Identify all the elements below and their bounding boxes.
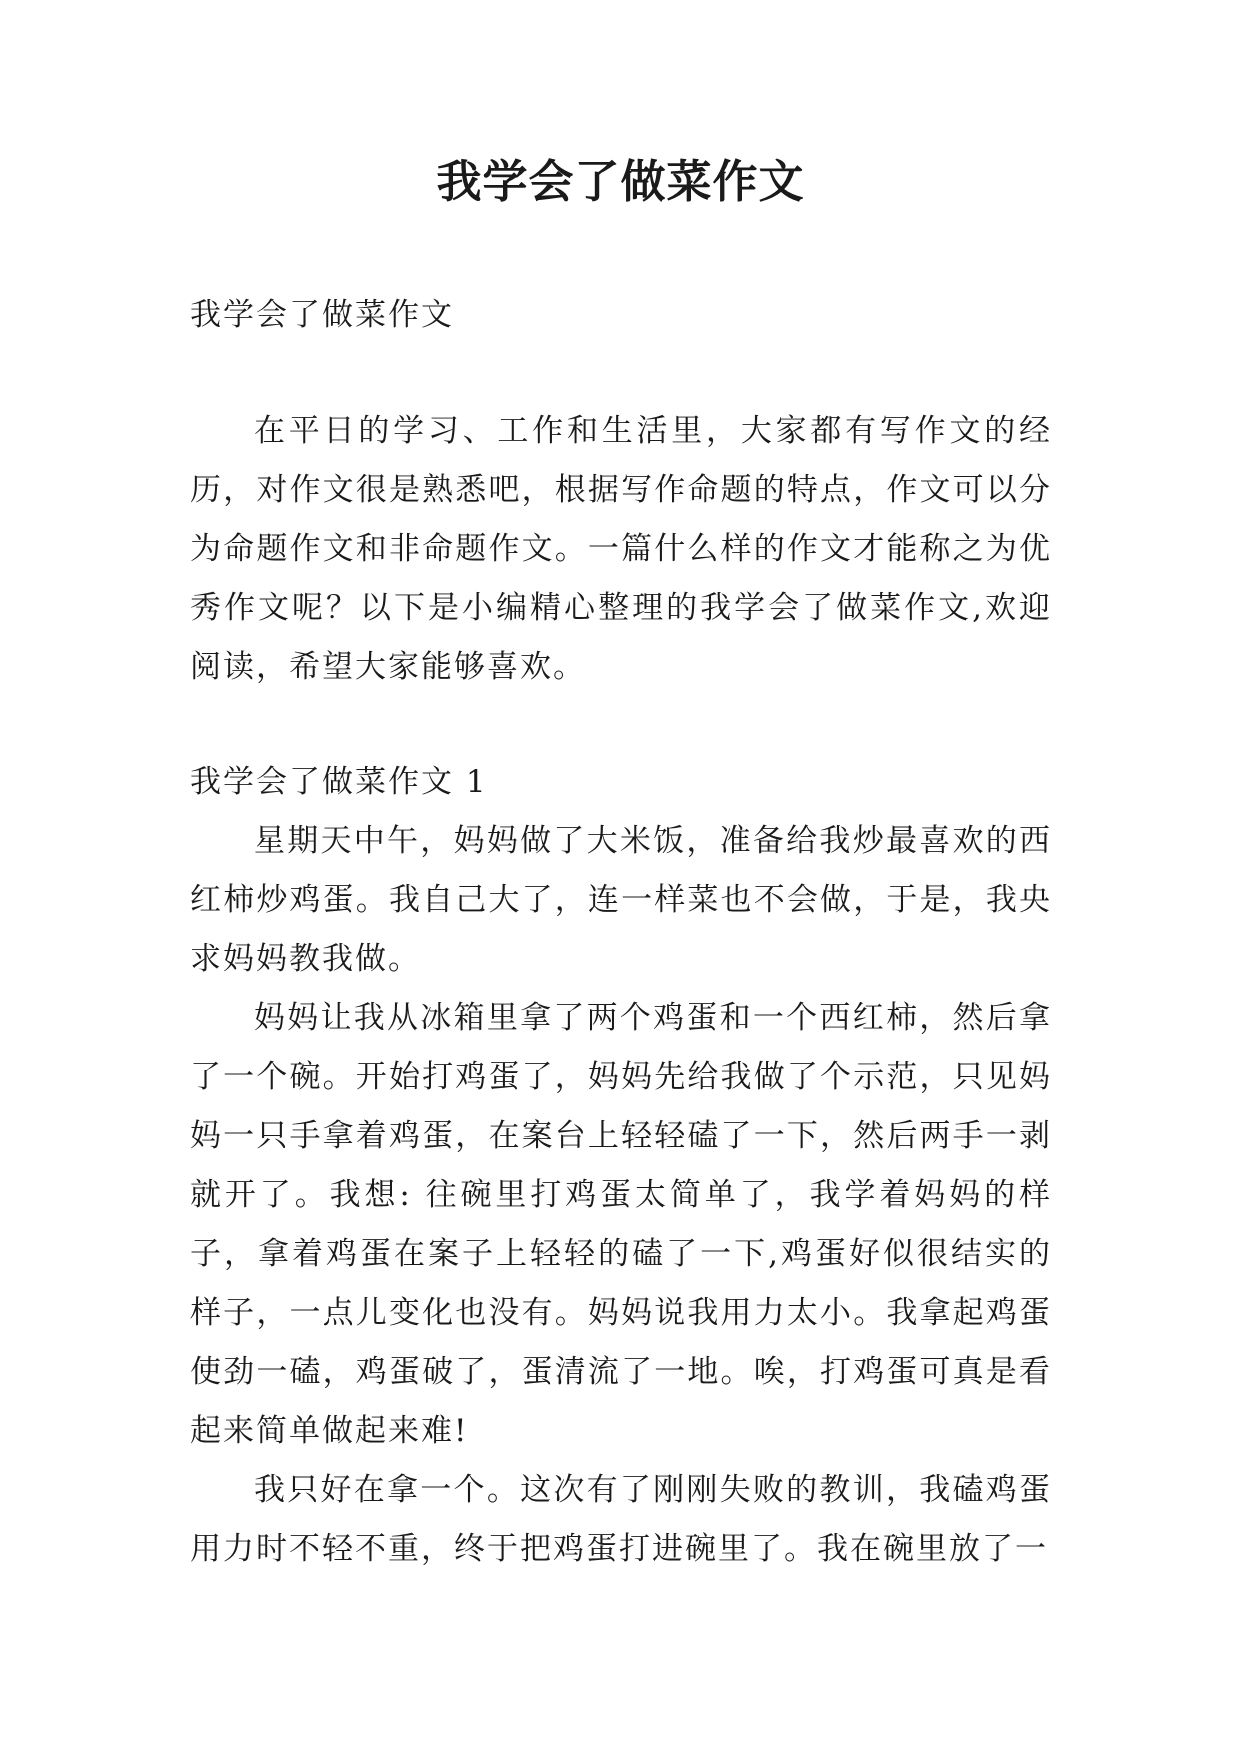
paragraph: 星期天中午，妈妈做了大米饭，准备给我炒最喜欢的西红柿炒鸡蛋。我自己大了，连一样菜也不会做，于是，我央求妈妈教我做。 bbox=[190, 823, 1052, 977]
paragraph: 我只好在拿一个。这次有了刚刚失败的教训，我磕鸡蛋用力时不轻不重，终于把鸡蛋打进碗里了。我在碗里放了一 bbox=[190, 1472, 1052, 1567]
paragraph: 妈妈让我从冰箱里拿了两个鸡蛋和一个西红柿，然后拿了一个碗。开始打鸡蛋了，妈妈先给我做了个示范，只见妈妈一只手拿着鸡蛋，在案台上轻轻磕了一下，然后两手一剥就开了。我想: 往碗里打鸡蛋太简单了，我学着妈妈的样子，拿着鸡蛋在案子上轻轻的磕了一下,鸡蛋好似很结实的样子，一点儿变化也没有。妈妈说我用力太小。我拿起鸡蛋使劲一磕，鸡蛋破了，蛋清流了一地。唉，打鸡蛋可真是看起来简单做起来难! bbox=[190, 1000, 1052, 1449]
intro-paragraph: 在平日的学习、工作和生活里，大家都有写作文的经历，对作文很是熟悉吧，根据写作命题的特点，作文可以分为命题作文和非命题作文。一篇什么样的作文才能称之为优秀作文呢？以下是小编精心整理的我学会了做菜作文,欢迎阅读，希望大家能够喜欢。 bbox=[190, 413, 1052, 685]
section-body bbox=[190, 812, 1052, 1579]
document-subtitle: 我学会了做菜作文 bbox=[190, 297, 454, 333]
document-title: 我学会了做菜作文 bbox=[436, 155, 805, 208]
section-heading: 我学会了做菜作文 1 bbox=[190, 764, 488, 800]
